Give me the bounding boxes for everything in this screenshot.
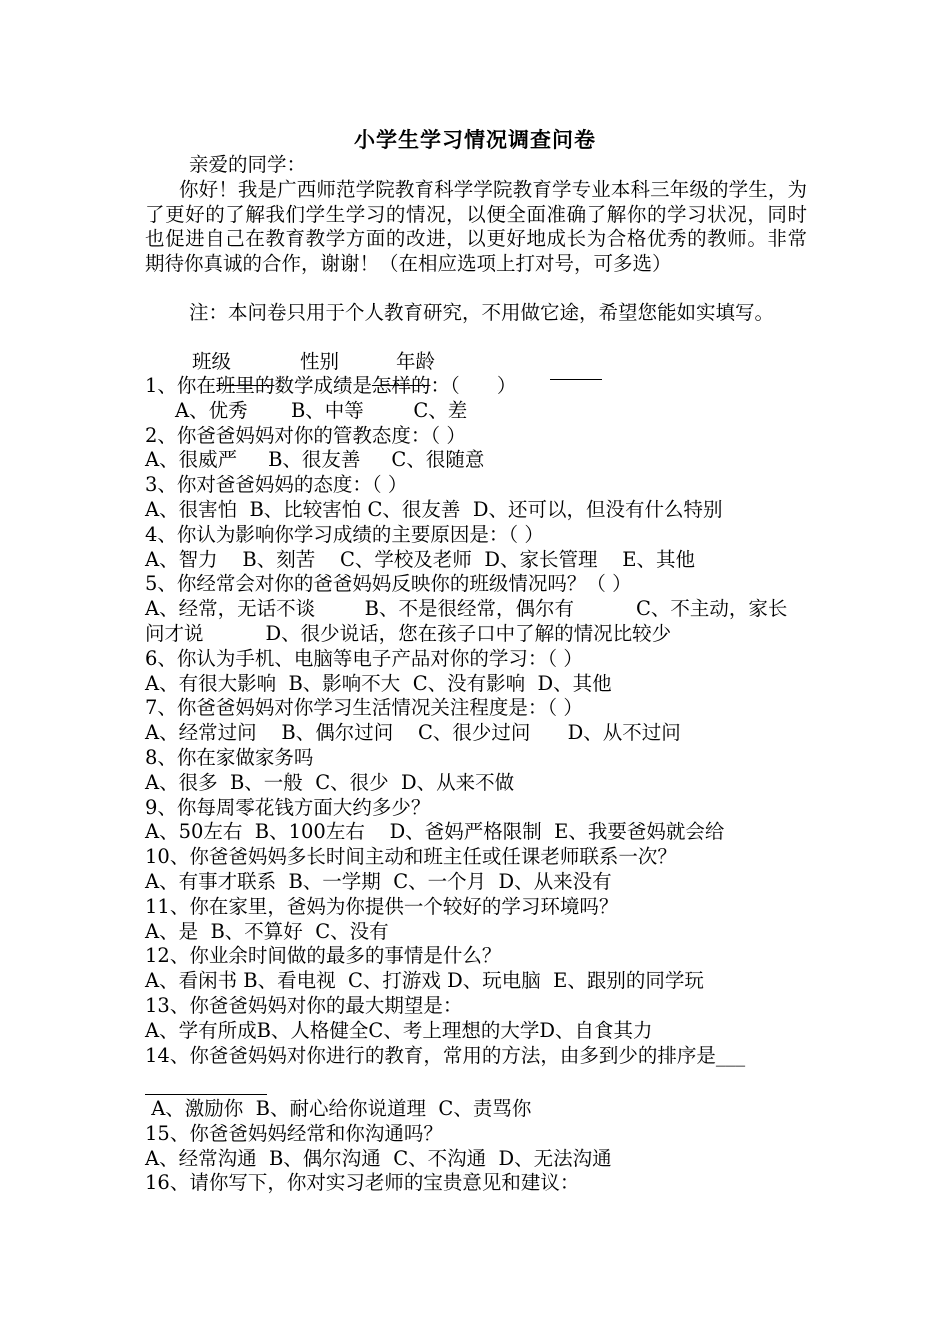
question-11-options[interactable]: A、是 B、不算好 C、没有 (145, 919, 389, 943)
question-1-text-c: ：（ ） (430, 374, 517, 397)
question-13: 13、你爸爸妈妈对你的最大期望是： (145, 993, 463, 1017)
question-1 (145, 374, 815, 399)
question-12-options[interactable]: A、看闲书 B、看电视 C、打游戏 D、玩电脑 E、跟别的同学玩 (145, 969, 704, 993)
question-15-options[interactable]: A、经常沟通 B、偶尔沟通 C、不沟通 D、无法沟通 (145, 1146, 612, 1170)
question-list-tail (145, 1097, 815, 1196)
question-1-options[interactable]: A、优秀 B、中等 C、差 (175, 398, 468, 422)
question-6-options[interactable]: A、有很大影响 B、影响不大 C、没有影响 D、其他 (145, 671, 612, 695)
class-label: 班级 (192, 350, 232, 373)
question-9: 9、你每周零花钱方面大约多少？ (145, 795, 431, 819)
question-14: 14、你爸爸妈妈对你进行的教育，常用的方法，由多到少的排序是___ (145, 1043, 746, 1067)
question-13-options[interactable]: A、学有所成B、人格健全C、考上理想的大学D、自食其力 (145, 1018, 653, 1042)
question-16: 16、请你写下，你对实习老师的宝贵意见和建议： (145, 1171, 580, 1195)
question-4-options[interactable]: A、智力 B、刻苦 C、学校及老师 D、家长管理 E、其他 (145, 547, 695, 571)
question-7-options[interactable]: A、经常过问 B、偶尔过问 C、很少过问 D、从不过问 (145, 721, 681, 745)
question-7: 7、你爸爸妈妈对你学习生活情况关注程度是：（ ） (145, 696, 583, 720)
intro-paragraph: 你好！我是广西师范学院教育科学学院教育学专业本科三年级的学生，为了更好的了解我们学生学习的情况，以便全面准确了解你的学习状况，同时也促进自己在教育教学方面的改进，以更好地成长为合格优秀的教师。非常期待你真诚的合作，谢谢！（在相应选项上打对号，可多选） (145, 178, 807, 275)
question-2-options[interactable]: A、很威严 B、很友善 C、很随意 (145, 448, 485, 472)
age-label: 年龄 (396, 350, 436, 373)
gender-label: 性别 (300, 350, 340, 373)
question-1-struck-b: 怎样的 (371, 374, 431, 397)
question-5-options-cont[interactable]: 问才说 D、很少说话，您在孩子口中了解的情况比较少 (145, 621, 672, 645)
answer-fill-line[interactable] (145, 1094, 267, 1095)
question-1-struck-a: 班里的 (215, 374, 275, 397)
question-10: 10、你爸爸妈妈多长时间主动和班主任或任课老师联系一次？ (145, 845, 677, 869)
question-15: 15、你爸爸妈妈经常和你沟通吗？ (145, 1121, 443, 1145)
greeting: 亲爱的同学： (189, 153, 307, 176)
question-list (145, 374, 815, 1068)
question-9-options[interactable]: A、50左右 B、100左右 D、爸妈严格限制 E、我要爸妈就会给 (145, 820, 725, 844)
note-paragraph: 注：本问卷只用于个人教育研究，不用做它途，希望您能如实填写。 (189, 301, 775, 324)
question-6: 6、你认为手机、电脑等电子产品对你的学习：（ ） (145, 646, 583, 670)
question-2: 2、你爸爸妈妈对你的管教态度：（ ） (145, 423, 466, 447)
question-8-options[interactable]: A、很多 B、一般 C、很少 D、从来不做 (145, 770, 515, 794)
question-1-text-b: 数学成绩是 (274, 374, 372, 397)
question-12: 12、你业余时间做的最多的事情是什么？ (145, 944, 502, 968)
question-14-options[interactable]: A、激励你 B、耐心给你说道理 C、责骂你 (145, 1097, 532, 1120)
question-3: 3、你对爸爸妈妈的态度：（ ） (145, 473, 408, 497)
page-title: 小学生学习情况调查问卷 (354, 127, 596, 152)
question-8: 8、你在家做家务吗 (145, 745, 314, 769)
question-4: 4、你认为影响你学习成绩的主要原因是：（ ） (145, 522, 544, 546)
student-info-row (192, 350, 435, 375)
question-11: 11、你在家里，爸妈为你提供一个较好的学习环境吗？ (145, 894, 619, 918)
question-5-options[interactable]: A、经常，无话不谈 B、不是很经常，偶尔有 C、不主动，家长 (145, 597, 788, 621)
question-1-text-a: 1、你在 (145, 374, 216, 397)
question-10-options[interactable]: A、有事才联系 B、一学期 C、一个月 D、从来没有 (145, 869, 612, 893)
question-3-options[interactable]: A、很害怕 B、比较害怕 C、很友善 D、还可以，但没有什么特别 (145, 497, 723, 521)
question-5: 5、你经常会对你的爸爸妈妈反映你的班级情况吗？（ ） (145, 572, 632, 596)
